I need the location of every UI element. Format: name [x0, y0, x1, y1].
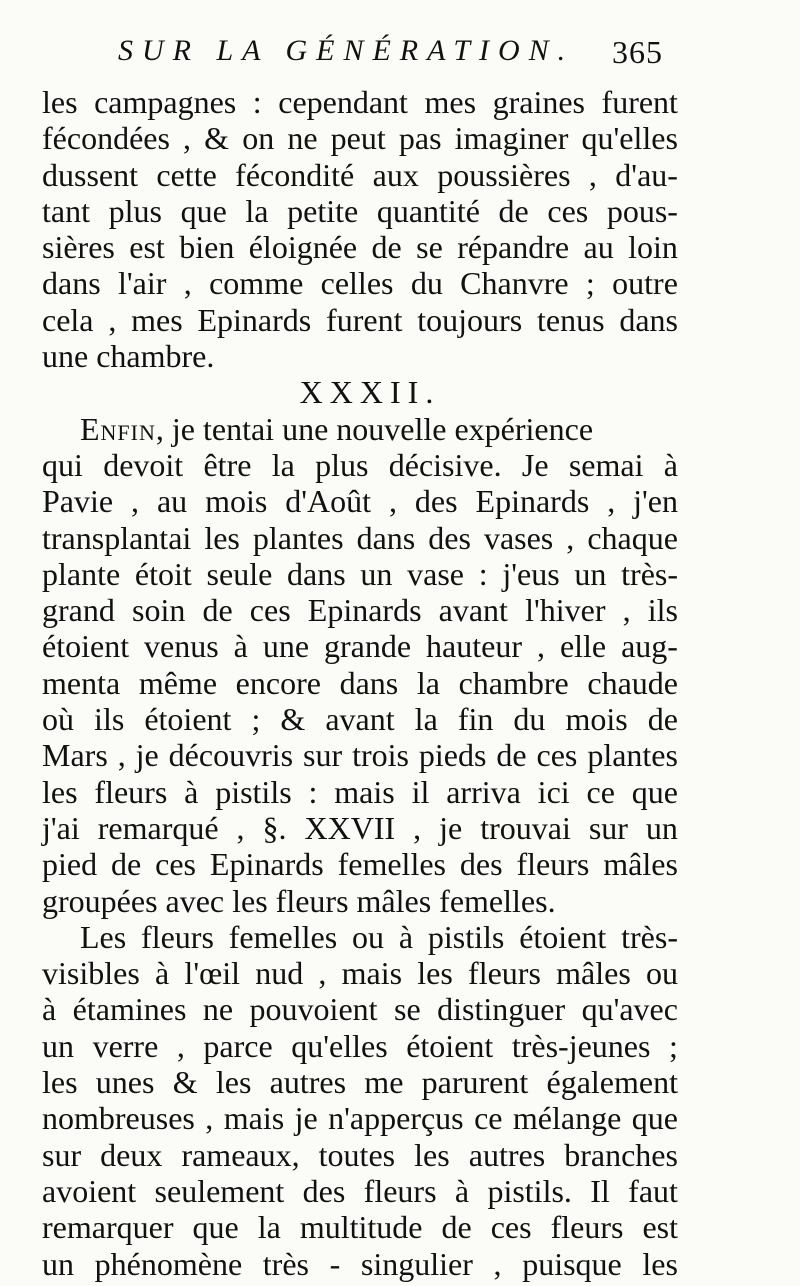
word: parce: [203, 1027, 273, 1064]
word: à: [184, 773, 199, 810]
word: les: [417, 955, 453, 992]
word: à: [398, 918, 414, 955]
word: ,: [183, 265, 192, 302]
text-line: [42, 774, 678, 810]
word: de: [496, 737, 527, 774]
word: sur: [588, 809, 628, 846]
word: au: [583, 229, 614, 266]
word: d'au-: [615, 156, 678, 193]
word: être: [203, 446, 252, 483]
word: petite: [287, 192, 359, 229]
word: où: [42, 701, 74, 738]
word: me: [364, 1064, 404, 1101]
word: ,: [536, 628, 545, 665]
word: branches: [564, 1136, 678, 1173]
word: se: [416, 229, 443, 266]
section-heading: XXXII.: [299, 374, 441, 411]
word: les: [42, 773, 78, 810]
word: de: [441, 1209, 472, 1246]
word: des: [414, 483, 458, 520]
word: Les: [80, 918, 127, 955]
word: nud: [255, 955, 304, 992]
word: poussières: [437, 156, 571, 193]
word: verre: [92, 1027, 159, 1064]
word: unes: [95, 1064, 155, 1101]
word: qu'avec: [581, 991, 678, 1028]
word: plante: [42, 555, 121, 592]
word: éloignée: [248, 229, 358, 266]
word: faut: [628, 1172, 678, 1209]
word: ils: [94, 701, 125, 738]
word: autres: [269, 1064, 347, 1101]
word: phénomène: [94, 1245, 243, 1282]
word: pistils: [427, 918, 505, 955]
word: dans: [619, 301, 678, 338]
text-line: [42, 991, 678, 1027]
word: étoient: [519, 918, 607, 955]
text-line: [42, 737, 678, 773]
word: ,: [117, 737, 126, 774]
word: furent: [326, 301, 403, 338]
word: fleurs: [468, 955, 541, 992]
word: dans: [356, 519, 416, 556]
word: la: [257, 1209, 281, 1246]
word: étoient: [406, 1027, 494, 1064]
word: femelles: [337, 846, 446, 883]
word: furent: [601, 84, 678, 120]
word: fleurs: [141, 918, 214, 955]
text-line: [42, 919, 678, 955]
word: cela: [42, 301, 94, 338]
word: graines: [492, 84, 585, 120]
word: j'eus: [502, 555, 560, 592]
word: ces: [155, 846, 196, 883]
word: fécondées: [42, 120, 170, 157]
word: à: [454, 1172, 470, 1209]
word: mâles: [556, 955, 631, 992]
word: que: [192, 1209, 239, 1246]
word: à: [42, 991, 57, 1028]
word: mes: [424, 84, 477, 120]
word: la: [271, 446, 295, 483]
word: également: [546, 1064, 678, 1101]
word: multitude: [299, 1209, 423, 1246]
word: peut: [330, 120, 386, 157]
word: ,: [131, 483, 140, 520]
word: répandre: [457, 229, 570, 266]
word: celles: [320, 265, 394, 302]
word: remarqué: [97, 809, 219, 846]
word: des: [428, 519, 471, 556]
word: soin: [131, 592, 186, 629]
word: outre: [612, 265, 678, 302]
word: semai: [568, 446, 644, 483]
word: un: [42, 1027, 74, 1064]
word: pistils: [215, 773, 292, 810]
word: Epinards: [307, 592, 422, 629]
word: mois: [205, 483, 268, 520]
text-line: groupées avec les fleurs mâles femelles.: [42, 882, 556, 919]
word: à: [663, 446, 678, 483]
text-line: [42, 1137, 678, 1173]
word: Il: [590, 1172, 610, 1209]
word: grande: [324, 628, 412, 665]
word: je: [439, 809, 463, 846]
word: la: [416, 664, 440, 701]
word: campagnes: [94, 84, 237, 120]
word: ils: [647, 592, 678, 629]
text-line: [42, 157, 678, 193]
word: autres: [468, 1136, 546, 1173]
word: ces: [536, 737, 578, 774]
word: §.: [262, 809, 287, 846]
word: sur: [303, 737, 343, 774]
word: étamines: [72, 991, 187, 1028]
word: se: [394, 991, 421, 1028]
word: quantité: [376, 192, 480, 229]
word: l'air: [118, 265, 167, 302]
word: parurent: [421, 1064, 529, 1101]
word: ou: [645, 955, 678, 992]
word: sières: [42, 229, 115, 266]
word: :: [308, 773, 318, 810]
text-line: [42, 556, 678, 592]
word: de: [111, 846, 142, 883]
word: bien: [179, 229, 235, 266]
word: mais: [341, 955, 403, 992]
word: ,: [607, 483, 616, 520]
word: hauteur: [426, 628, 522, 665]
word: du: [410, 265, 443, 302]
word: ce: [474, 1100, 503, 1137]
word: ;: [669, 1027, 678, 1064]
text-line: [42, 265, 678, 301]
text-line: une chambre.: [42, 338, 215, 375]
page-number: 365: [612, 34, 663, 70]
body-text: [42, 84, 678, 1282]
running-title: SUR LA GÉNÉRATION.: [118, 34, 575, 67]
word: fin: [457, 701, 494, 738]
word: ces: [547, 192, 589, 229]
text-line: [42, 810, 678, 846]
word: l'hiver: [525, 592, 606, 629]
word: de: [498, 192, 529, 229]
text-line: [42, 120, 678, 156]
text-line: [42, 628, 678, 664]
word: très: [262, 1245, 309, 1282]
word: qui: [42, 446, 83, 483]
word: seule: [206, 555, 273, 592]
word: menta: [42, 664, 121, 701]
word: remarquer: [42, 1209, 174, 1246]
word: ;: [251, 701, 261, 738]
text-line: [42, 84, 678, 120]
running-head: [118, 30, 663, 80]
text-line: [42, 1173, 678, 1209]
word: ,: [236, 809, 245, 846]
word: plantes: [252, 519, 344, 556]
text-line: [42, 229, 678, 265]
word: tant: [42, 192, 90, 229]
word: Epinards: [475, 483, 590, 520]
word: comme: [209, 265, 304, 302]
word: ces: [249, 592, 291, 629]
word: dans: [287, 555, 346, 592]
word: une: [262, 628, 310, 665]
word: qu'elles: [581, 120, 678, 157]
word: les: [42, 84, 78, 120]
word: mes: [131, 301, 183, 338]
word: cette: [156, 156, 217, 193]
text-line: [42, 1064, 678, 1100]
word: décisive.: [388, 446, 502, 483]
word: ne: [202, 991, 234, 1028]
word: imaginer: [454, 120, 569, 157]
word: à: [155, 955, 170, 992]
word: fleurs: [94, 773, 168, 810]
word: les: [204, 519, 240, 556]
word: la: [414, 701, 438, 738]
word: pouvoient: [249, 991, 378, 1028]
word: un: [574, 555, 607, 592]
word: fleurs: [516, 846, 590, 883]
word: un: [360, 555, 393, 592]
word: ne: [287, 120, 318, 157]
word: trois: [352, 737, 409, 774]
word: ,: [388, 483, 397, 520]
word: mélange: [512, 1100, 622, 1137]
word: arriva: [446, 773, 521, 810]
word: on: [242, 120, 275, 157]
word: j'ai: [42, 809, 80, 846]
word: loin: [628, 229, 678, 266]
word: ou: [351, 918, 384, 955]
word: distinguer: [437, 991, 566, 1028]
word: pistils.: [487, 1172, 572, 1209]
word: Epinards: [197, 301, 312, 338]
word: plantes: [587, 737, 678, 774]
text-line: [42, 447, 678, 483]
word: ,: [566, 519, 575, 556]
word: visibles: [42, 955, 140, 992]
word: Chanvre: [460, 265, 569, 302]
text-line: [42, 701, 678, 737]
text-line: [42, 846, 678, 882]
word: de: [202, 592, 233, 629]
word: est: [642, 1209, 678, 1246]
word: ,: [622, 592, 631, 629]
word: Pavie: [42, 483, 114, 520]
word: singulier: [360, 1245, 473, 1282]
text-line: [42, 483, 678, 519]
text-line: [42, 193, 678, 229]
word: fleurs: [363, 1172, 437, 1209]
word: Mars: [42, 737, 108, 774]
text-line: [42, 1246, 678, 1282]
word: je: [294, 1100, 318, 1137]
word: vases: [483, 519, 554, 556]
text-line: [42, 665, 678, 701]
text-line: [42, 592, 678, 628]
word: un: [645, 809, 678, 846]
word: même: [138, 664, 218, 701]
word: toutes: [318, 1136, 396, 1173]
word: découvris: [168, 737, 294, 774]
word: qu'elles: [291, 1027, 388, 1064]
word: ce: [586, 773, 615, 810]
word: au: [156, 483, 188, 520]
word: avant: [325, 701, 395, 738]
word: &: [172, 1064, 198, 1101]
paragraph-2-line-0-rest: , je tentai une nouvelle expérience: [155, 410, 594, 447]
word: pied: [42, 846, 98, 883]
word: ,: [413, 809, 422, 846]
word: étoient: [42, 628, 130, 665]
word: l'œil: [184, 955, 240, 992]
word: dans: [339, 664, 399, 701]
word: Je: [521, 446, 549, 483]
word: chaude: [587, 664, 678, 701]
word: la: [245, 192, 269, 229]
paragraph-opening-word: Enfin: [80, 410, 156, 447]
word: XXVII: [304, 809, 396, 846]
word: ici: [537, 773, 570, 810]
word: de: [647, 701, 678, 738]
word: femelles: [228, 918, 338, 955]
word: deux: [100, 1136, 163, 1173]
word: ;: [585, 265, 595, 302]
word: sur: [42, 1136, 82, 1173]
word: fleurs: [550, 1209, 624, 1246]
word: très-: [621, 555, 678, 592]
word: -: [329, 1245, 341, 1282]
word: puisque: [522, 1245, 622, 1282]
paragraph-2-line-0: [80, 411, 593, 447]
word: rameaux,: [181, 1136, 300, 1173]
text-line: [42, 302, 678, 338]
word: ,: [108, 301, 117, 338]
word: transplantai: [42, 519, 192, 556]
word: mâles: [603, 846, 678, 883]
word: aux: [372, 156, 419, 193]
word: chambre: [458, 664, 569, 701]
word: à: [233, 628, 248, 665]
word: ces: [490, 1209, 532, 1246]
word: très-jeunes: [511, 1027, 651, 1064]
word: ,: [588, 156, 597, 193]
word: cependant: [278, 84, 408, 120]
text-line: [42, 1209, 678, 1245]
word: venus: [144, 628, 219, 665]
word: Epinards: [209, 846, 324, 883]
text-line: [42, 1028, 678, 1064]
word: les: [642, 1245, 678, 1282]
word: ,: [176, 1027, 185, 1064]
text-line: [42, 411, 678, 447]
word: que: [631, 1100, 678, 1137]
word: chaque: [587, 519, 678, 556]
word: du: [513, 701, 546, 738]
word: que: [631, 773, 678, 810]
word: nombreuses: [42, 1100, 195, 1137]
word: des: [302, 1172, 346, 1209]
word: ,: [205, 1100, 214, 1137]
word: elle: [559, 628, 607, 665]
word: est: [129, 229, 165, 266]
word: étoit: [134, 555, 192, 592]
word: encore: [235, 664, 321, 701]
word: dussent: [42, 156, 138, 193]
word: très-: [621, 918, 678, 955]
word: tenus: [536, 301, 605, 338]
word: trouvai: [480, 809, 571, 846]
word: fécondité: [235, 156, 355, 193]
word: plus: [315, 446, 369, 483]
word: ,: [318, 955, 327, 992]
word: les: [215, 1064, 252, 1101]
text-line: [42, 955, 678, 991]
word: étoient: [144, 701, 232, 738]
word: grand: [42, 592, 115, 629]
word: :: [252, 84, 262, 120]
word: n'apperçus: [328, 1100, 464, 1137]
text-line: [42, 1100, 678, 1136]
word: pas: [398, 120, 442, 157]
word: mais: [223, 1100, 285, 1137]
word: &: [204, 120, 230, 157]
word: &: [280, 701, 306, 738]
word: toujours: [417, 301, 523, 338]
word: devoit: [103, 446, 184, 483]
word: je: [135, 737, 159, 774]
word: de: [371, 229, 402, 266]
word: seulement: [154, 1172, 285, 1209]
word: des: [459, 846, 503, 883]
word: pous-: [606, 192, 678, 229]
text-line: [42, 520, 678, 556]
word: j'en: [633, 483, 678, 520]
word: il: [411, 773, 430, 810]
word: vase: [407, 555, 464, 592]
word: ,: [183, 120, 192, 157]
word: aug-: [621, 628, 678, 665]
word: plus: [108, 192, 162, 229]
word: avoient: [42, 1172, 137, 1209]
word: d'Août: [285, 483, 372, 520]
word: que: [180, 192, 227, 229]
word: pieds: [418, 737, 487, 774]
word: les: [414, 1136, 450, 1173]
word: mois: [565, 701, 628, 738]
word: mais: [334, 773, 395, 810]
word: :: [478, 555, 488, 592]
word: les: [42, 1064, 78, 1101]
word: avant: [438, 592, 508, 629]
word: ,: [493, 1245, 502, 1282]
word: un: [42, 1245, 74, 1282]
word: dans: [42, 265, 101, 302]
